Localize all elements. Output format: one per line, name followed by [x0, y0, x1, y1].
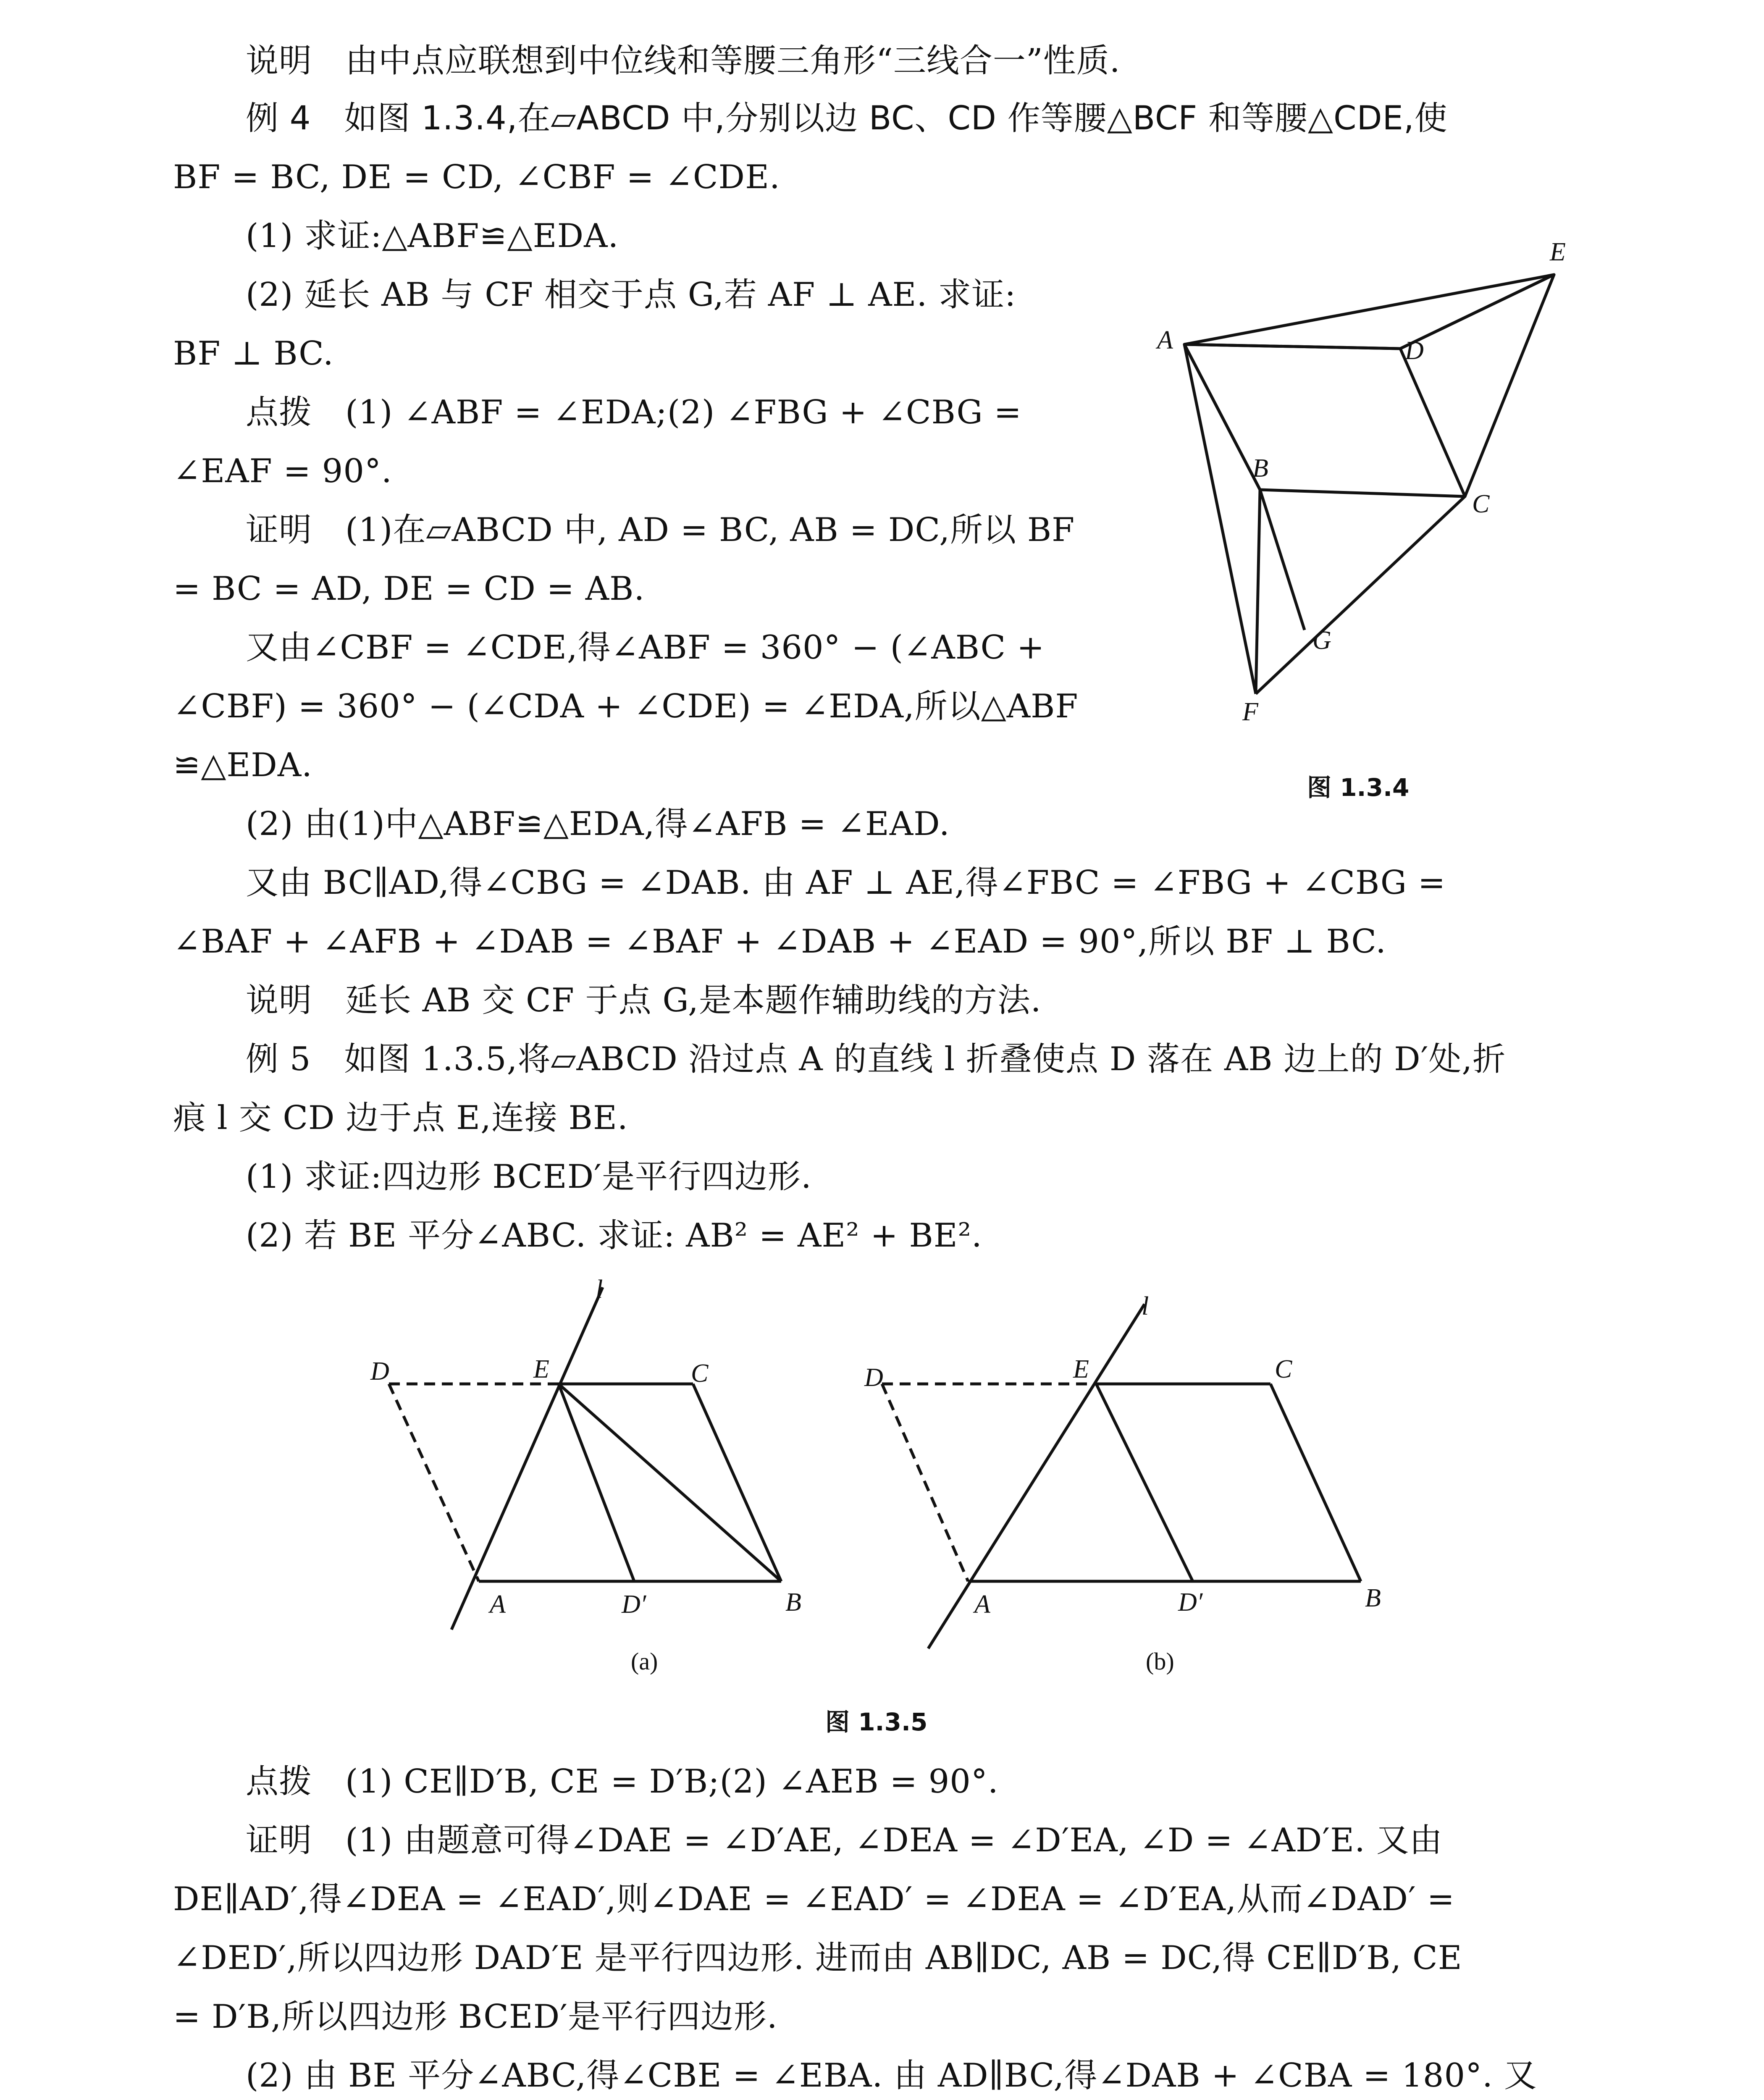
segment-ab	[1184, 344, 1260, 490]
text-line: (1) 求证:四边形 BCED′是平行四边形.	[246, 1158, 812, 1196]
label-d-b: D	[864, 1363, 883, 1392]
label-l-a: l	[596, 1277, 603, 1304]
segment-cb-a	[693, 1384, 781, 1581]
triangle-cde	[1400, 275, 1554, 496]
label-c-a: C	[691, 1359, 709, 1388]
label-b-b: B	[1365, 1584, 1381, 1612]
label-c-b: C	[1275, 1355, 1292, 1383]
text-line: (2) 若 BE 平分∠ABC. 求证: AB² = AE² + BE².	[246, 1217, 982, 1255]
figure-caption: 图 1.3.4	[1307, 773, 1410, 802]
text-line: (1) 求证:△ABF≌△EDA.	[246, 217, 619, 255]
label-a-a: A	[490, 1590, 506, 1619]
label-d: D	[1405, 336, 1424, 365]
text-line: (2) 延长 AB 与 CF 相交于点 G,若 AF ⊥ AE. 求证:	[246, 276, 1016, 314]
text-line: DE∥AD′,得∠DEA = ∠EAD′,则∠DAE = ∠EAD′ = ∠DEA = ∠D′EA,从而∠DAD′ =	[173, 1880, 1455, 1918]
label-dprime-b: D′	[1178, 1588, 1203, 1617]
segment-cf	[1256, 496, 1465, 694]
text-line: (2) 由 BE 平分∠ABC,得∠CBE = ∠EBA. 由 AD∥BC,得∠DAB + ∠CBA = 180°. 又	[246, 2057, 1537, 2095]
label-e: E	[1550, 238, 1566, 266]
text-line: ∠CBF) = 360° − (∠CDA + ∠CDE) = ∠EDA,所以△ABF	[173, 688, 1079, 725]
line-l-a	[452, 1287, 603, 1630]
segment-af	[1184, 344, 1256, 694]
segment-ed-a	[559, 1384, 634, 1581]
text-line: BF ⊥ BC.	[173, 335, 334, 373]
figure-1-3-5	[349, 1277, 1441, 1751]
label-a-b: A	[974, 1590, 990, 1619]
label-a: A	[1157, 326, 1173, 354]
label-d-a: D	[370, 1357, 389, 1386]
proof-line: 证明 (1)在▱ABCD 中, AD = BC, AB = DC,所以 BF	[246, 511, 1075, 549]
segment-eb-a	[559, 1384, 781, 1581]
text-line: 又由 BC∥AD,得∠CBG = ∠DAB. 由 AF ⊥ AE,得∠FBC = ∠FBG + ∠CBG =	[246, 864, 1446, 902]
label-c: C	[1472, 490, 1490, 518]
example-4-line: 例 4 如图 1.3.4,在▱ABCD 中,分别以边 BC、CD 作等腰△BCF 和等腰△CDE,使	[246, 100, 1448, 137]
proof-line: 证明 (1) 由题意可得∠DAE = ∠D′AE, ∠DEA = ∠D′EA, ∠D = ∠AD′E. 又由	[246, 1822, 1443, 1859]
figure-a	[389, 1287, 781, 1630]
text-line: ∠EAF = 90°.	[173, 452, 392, 490]
label-e-a: E	[533, 1355, 549, 1383]
line-l-b	[928, 1304, 1144, 1648]
label-f: F	[1242, 698, 1258, 726]
subfigure-b-label: (b)	[1146, 1648, 1174, 1675]
label-g: G	[1312, 626, 1331, 655]
text-line: (2) 由(1)中△ABF≌△EDA,得∠AFB = ∠EAD.	[246, 805, 950, 843]
text-line: ≌△EDA.	[173, 746, 312, 784]
label-e-b: E	[1073, 1355, 1089, 1383]
hint-line: 点拨 (1) CE∥D′B, CE = D′B;(2) ∠AEB = 90°.	[246, 1763, 999, 1801]
figure-1-3-4	[1134, 235, 1638, 823]
segment-bg	[1260, 490, 1305, 630]
label-b: B	[1252, 454, 1268, 483]
dashed-da-b	[882, 1384, 968, 1581]
triangle-aed-outline	[1184, 275, 1554, 349]
label-b-a: B	[785, 1588, 801, 1617]
dashed-da-a	[389, 1384, 479, 1581]
text-line: ∠BAF + ∠AFB + ∠DAB = ∠BAF + ∠DAB + ∠EAD = 90°,所以 BF ⊥ BC.	[173, 923, 1386, 961]
text-line: = BC = AD, DE = CD = AB.	[173, 570, 645, 608]
parallelogram-abcd	[1184, 344, 1465, 496]
figure-caption: 图 1.3.5	[825, 1708, 928, 1736]
text-line: 又由∠CBF = ∠CDE,得∠ABF = 360° − (∠ABC +	[246, 629, 1045, 667]
text-line: = D′B,所以四边形 BCED′是平行四边形.	[173, 1998, 778, 2036]
text-line: 痕 l 交 CD 边于点 E,连接 BE.	[173, 1099, 628, 1137]
subfigure-a-label: (a)	[631, 1648, 658, 1675]
text-line: BF = BC, DE = CD, ∠CBF = ∠CDE.	[173, 158, 780, 196]
segment-cb-b	[1270, 1384, 1361, 1581]
label-l-b: l	[1142, 1292, 1149, 1320]
remark-line: 说明 延长 AB 交 CF 于点 G,是本题作辅助线的方法.	[246, 982, 1042, 1019]
text-line: ∠DED′,所以四边形 DAD′E 是平行四边形. 进而由 AB∥DC, AB = DC,得 CE∥D′B, CE	[173, 1939, 1462, 1977]
segment-ed-b	[1096, 1384, 1193, 1581]
segment-bf	[1256, 490, 1260, 694]
hint-line: 点拨 (1) ∠ABF = ∠EDA;(2) ∠FBG + ∠CBG =	[246, 394, 1022, 431]
remark-line: 说明 由中点应联想到中位线和等腰三角形“三线合一”性质.	[246, 42, 1121, 80]
example-5-line: 例 5 如图 1.3.5,将▱ABCD 沿过点 A 的直线 l 折叠使点 D 落在 AB 边上的 D′处,折	[246, 1040, 1506, 1078]
label-dprime-a: D′	[622, 1590, 646, 1619]
